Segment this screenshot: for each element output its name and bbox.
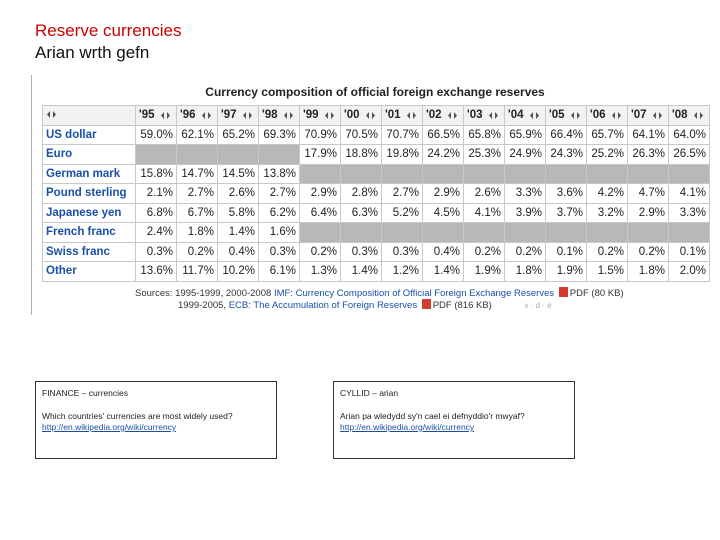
table-cell: 4.1% [669, 184, 710, 204]
empty-cell [177, 145, 218, 165]
sources-note [135, 287, 624, 311]
column-header-label: '98 [262, 109, 278, 122]
column-header[interactable] [505, 106, 546, 126]
column-header[interactable] [300, 106, 341, 126]
column-header-label[interactable] [43, 106, 136, 126]
sort-icon [611, 111, 622, 120]
table-cell: 10.2% [218, 262, 259, 282]
column-header[interactable] [177, 106, 218, 126]
table-cell: 2.8% [341, 184, 382, 204]
table-cell: 1.4% [218, 223, 259, 243]
column-header[interactable] [218, 106, 259, 126]
empty-cell [423, 223, 464, 243]
table-cell: 62.1% [177, 125, 218, 145]
column-header-label: '07 [631, 109, 647, 122]
table-cell: 2.9% [423, 184, 464, 204]
column-header-label: '03 [467, 109, 483, 122]
sort-icon [570, 111, 581, 120]
empty-cell [300, 223, 341, 243]
table-cell: 19.8% [382, 145, 423, 165]
table-cell: 5.2% [382, 203, 423, 223]
table-cell: 1.8% [177, 223, 218, 243]
table-cell: 4.2% [587, 184, 628, 204]
row-label-link[interactable]: Japanese yen [43, 203, 136, 223]
slide-title [35, 20, 181, 64]
table-cell: 6.4% [300, 203, 341, 223]
table-cell: 0.2% [628, 242, 669, 262]
sort-icon [488, 111, 499, 120]
table-cell: 24.9% [505, 145, 546, 165]
table-cell: 3.3% [505, 184, 546, 204]
slide-divider [31, 75, 32, 315]
empty-cell [464, 223, 505, 243]
column-header-label: '97 [221, 109, 237, 122]
table-cell: 6.7% [177, 203, 218, 223]
empty-cell [587, 164, 628, 184]
column-header[interactable] [669, 106, 710, 126]
table-cell: 64.1% [628, 125, 669, 145]
column-header-label: '02 [426, 109, 442, 122]
table-cell: 3.9% [505, 203, 546, 223]
empty-cell [505, 223, 546, 243]
table-cell: 0.3% [259, 242, 300, 262]
empty-cell [300, 164, 341, 184]
empty-cell [669, 164, 710, 184]
table-cell: 6.2% [259, 203, 300, 223]
column-header[interactable] [259, 106, 300, 126]
table-cell: 2.7% [259, 184, 300, 204]
table-cell: 1.4% [423, 262, 464, 282]
empty-cell [382, 223, 423, 243]
note-heading: CYLLID – arian [340, 388, 399, 398]
table-cell: 5.8% [218, 203, 259, 223]
table-cell: 65.2% [218, 125, 259, 145]
table-cell: 59.0% [136, 125, 177, 145]
column-header[interactable] [587, 106, 628, 126]
empty-cell [218, 145, 259, 165]
column-header-label: '06 [590, 109, 606, 122]
table-cell: 2.4% [136, 223, 177, 243]
imf-link[interactable]: IMF: [273, 288, 293, 299]
pdf1-size: PDF (80 KB) [569, 288, 624, 299]
pdf2-size: PDF (816 KB) [432, 300, 492, 311]
sort-icon [529, 111, 540, 120]
table-cell: 1.3% [300, 262, 341, 282]
column-header-label: '99 [303, 109, 319, 122]
table-cell: 64.0% [669, 125, 710, 145]
table-cell: 4.5% [423, 203, 464, 223]
table-cell: 0.4% [423, 242, 464, 262]
empty-cell [669, 223, 710, 243]
sources-range1: 1995-1999, 2000-2008 [175, 288, 272, 299]
ecb-title-link[interactable]: The Accumulation of Foreign Reserves [253, 300, 418, 311]
table-cell: 6.3% [341, 203, 382, 223]
table-cell: 0.2% [505, 242, 546, 262]
empty-cell [628, 164, 669, 184]
table-cell: 1.9% [546, 262, 587, 282]
row-label-link[interactable]: Pound sterling [43, 184, 136, 204]
column-header-label: '08 [672, 109, 688, 122]
column-header[interactable] [382, 106, 423, 126]
sort-icon [242, 111, 253, 120]
table-cell: 0.3% [341, 242, 382, 262]
table-cell: 70.5% [341, 125, 382, 145]
table-row [43, 164, 710, 184]
table-cell: 3.3% [669, 203, 710, 223]
table-cell: 0.1% [669, 242, 710, 262]
column-header-label: '95 [139, 109, 155, 122]
table-cell: 2.9% [628, 203, 669, 223]
empty-cell [136, 145, 177, 165]
row-label-link[interactable]: German mark [43, 164, 136, 184]
row-label-link[interactable]: Other [43, 262, 136, 282]
note-url-link[interactable]: http://en.wikipedia.org/wiki/currency [42, 422, 177, 432]
table-cell: 15.8% [136, 164, 177, 184]
sort-icon [201, 111, 212, 120]
table-cell: 2.9% [300, 184, 341, 204]
column-header[interactable] [546, 106, 587, 126]
table-cell: 1.6% [259, 223, 300, 243]
table-cell: 66.5% [423, 125, 464, 145]
column-header-label: '05 [549, 109, 565, 122]
row-label-link[interactable]: Swiss franc [43, 242, 136, 262]
table-cell: 24.3% [546, 145, 587, 165]
table-cell: 25.2% [587, 145, 628, 165]
table-cell: 1.9% [464, 262, 505, 282]
note-heading: FINANCE – currencies [42, 388, 128, 398]
empty-cell [423, 164, 464, 184]
table-cell: 0.2% [464, 242, 505, 262]
sort-icon [693, 111, 704, 120]
table-cell: 0.4% [218, 242, 259, 262]
table-cell: 14.5% [218, 164, 259, 184]
column-header[interactable] [423, 106, 464, 126]
table-cell: 0.3% [382, 242, 423, 262]
table-cell: 3.2% [587, 203, 628, 223]
empty-cell [546, 223, 587, 243]
table-cell: 1.4% [341, 262, 382, 282]
table-cell: 13.8% [259, 164, 300, 184]
sources-range2: 1999-2005, [178, 300, 227, 311]
sort-icon [46, 110, 57, 119]
empty-cell [259, 145, 300, 165]
table-cell: 70.9% [300, 125, 341, 145]
note-question: Arian pa wledydd sy'n cael ei defnyddio'r mwyaf? [340, 411, 525, 421]
table-cell: 1.2% [382, 262, 423, 282]
table-cell: 2.7% [382, 184, 423, 204]
column-header-label: '00 [344, 109, 360, 122]
pdf-icon [559, 287, 568, 297]
table-cell: 65.9% [505, 125, 546, 145]
table-cell: 11.7% [177, 262, 218, 282]
sort-icon [447, 111, 458, 120]
table-cell: 0.2% [587, 242, 628, 262]
row-label-link[interactable]: French franc [43, 223, 136, 243]
empty-cell [341, 164, 382, 184]
table-cell: 13.6% [136, 262, 177, 282]
note-box-welsh [333, 381, 575, 459]
pdf-icon [422, 299, 431, 309]
table-cell: 4.7% [628, 184, 669, 204]
table-cell: 0.3% [136, 242, 177, 262]
table-cell: 70.7% [382, 125, 423, 145]
table-cell: 26.5% [669, 145, 710, 165]
table-cell: 25.3% [464, 145, 505, 165]
table-row [43, 125, 710, 145]
reserves-figure [40, 83, 710, 313]
note-box-english [35, 381, 277, 459]
table-cell: 2.7% [177, 184, 218, 204]
table-cell: 2.6% [218, 184, 259, 204]
ecb-link[interactable]: ECB: [228, 300, 251, 311]
sort-icon [324, 111, 335, 120]
table-cell: 65.7% [587, 125, 628, 145]
table-cell: 0.1% [546, 242, 587, 262]
table-cell: 24.2% [423, 145, 464, 165]
empty-cell [382, 164, 423, 184]
note-question: Which countries' currencies are most widely used? [42, 411, 233, 421]
table-cell: 17.9% [300, 145, 341, 165]
table-cell: 4.1% [464, 203, 505, 223]
sort-icon [283, 111, 294, 120]
row-label-link[interactable]: Euro [43, 145, 136, 165]
empty-cell [587, 223, 628, 243]
column-header-label: '04 [508, 109, 524, 122]
table-row [43, 262, 710, 282]
sort-icon [160, 111, 171, 120]
empty-cell [546, 164, 587, 184]
table-cell: 3.6% [546, 184, 587, 204]
table-cell: 18.8% [341, 145, 382, 165]
table-cell: 65.8% [464, 125, 505, 145]
table-cell: 66.4% [546, 125, 587, 145]
table-cell: 14.7% [177, 164, 218, 184]
sort-icon [365, 111, 376, 120]
empty-cell [505, 164, 546, 184]
table-cell: 26.3% [628, 145, 669, 165]
title-welsh: Arian wrth gefn [35, 43, 150, 62]
table-cell: 0.2% [300, 242, 341, 262]
column-header[interactable] [464, 106, 505, 126]
table-cell: 6.8% [136, 203, 177, 223]
figure-caption: Currency composition of official foreign exchange reserves [205, 85, 545, 99]
table-row [43, 223, 710, 243]
sort-icon [406, 111, 417, 120]
empty-cell [341, 223, 382, 243]
column-header[interactable] [136, 106, 177, 126]
imf-title-link[interactable]: Currency Composition of Official Foreign Exchange Reserves [295, 288, 555, 299]
table-cell: 1.8% [505, 262, 546, 282]
column-header[interactable] [341, 106, 382, 126]
table-cell: 2.0% [669, 262, 710, 282]
table-row [43, 145, 710, 165]
table-row [43, 242, 710, 262]
reserves-table [42, 105, 710, 282]
table-cell: 3.7% [546, 203, 587, 223]
empty-cell [628, 223, 669, 243]
table-cell: 6.1% [259, 262, 300, 282]
row-label-link[interactable]: US dollar [43, 125, 136, 145]
table-row [43, 184, 710, 204]
title-english: Reserve currencies [35, 21, 182, 40]
table-cell: 1.5% [587, 262, 628, 282]
table-cell: 0.2% [177, 242, 218, 262]
vde-links[interactable]: v · d · e [524, 301, 552, 310]
table-cell: 1.8% [628, 262, 669, 282]
table-row [43, 203, 710, 223]
sort-icon [652, 111, 663, 120]
table-header-row [43, 106, 710, 126]
note-url-link[interactable]: http://en.wikipedia.org/wiki/currency [340, 422, 475, 432]
sources-label: Sources: [135, 288, 173, 299]
column-header[interactable] [628, 106, 669, 126]
table-cell: 2.6% [464, 184, 505, 204]
column-header-label: '96 [180, 109, 196, 122]
table-cell: 69.3% [259, 125, 300, 145]
table-cell: 2.1% [136, 184, 177, 204]
column-header-label: '01 [385, 109, 401, 122]
empty-cell [464, 164, 505, 184]
